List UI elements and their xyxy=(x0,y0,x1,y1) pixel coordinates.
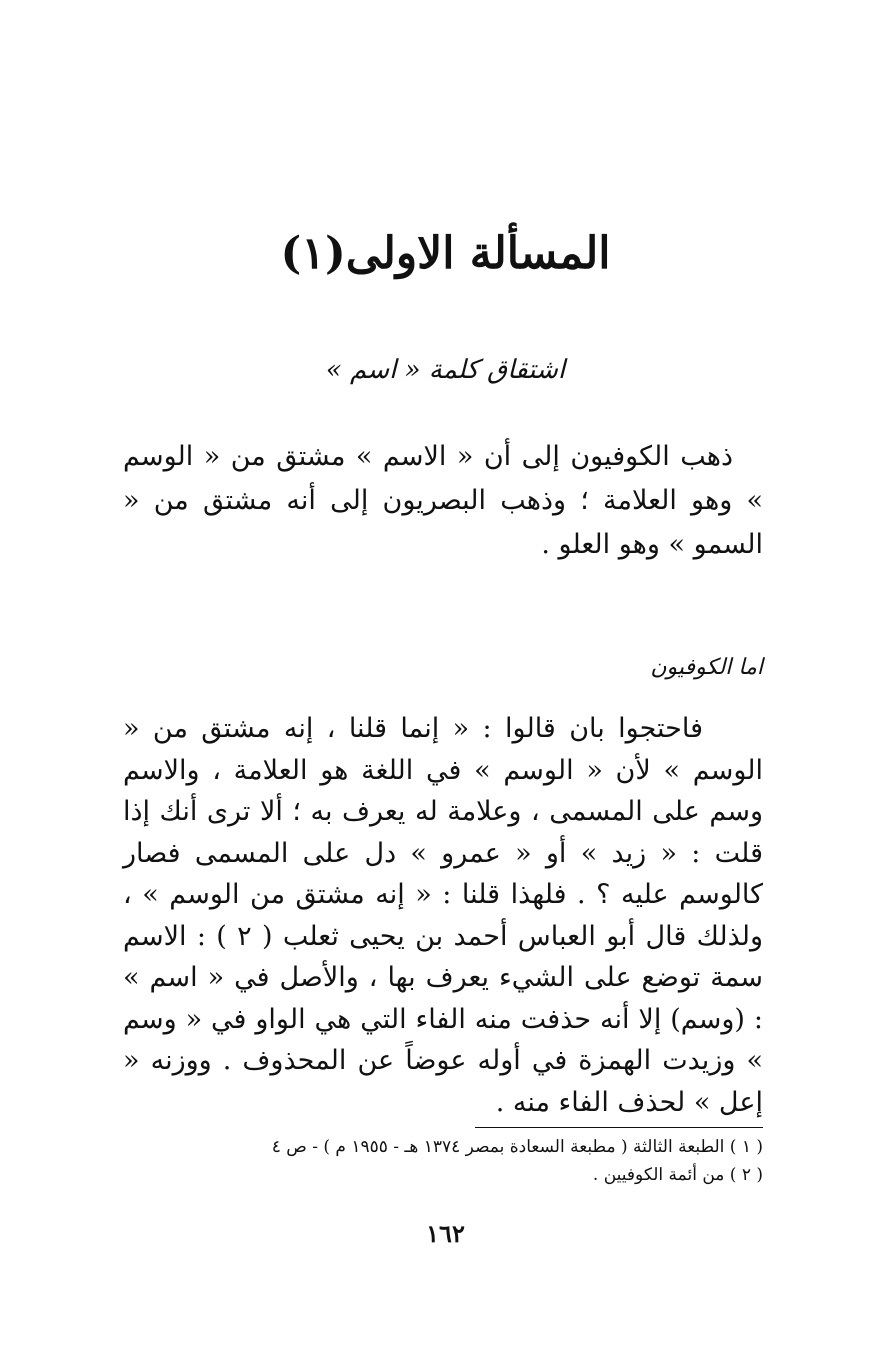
page-number: ١٦٢ xyxy=(426,1219,465,1248)
footnote-divider xyxy=(475,1127,763,1128)
section-heading: اما الكوفيون xyxy=(650,655,763,680)
footnotes xyxy=(123,1133,763,1189)
chapter-subtitle: اشتقاق كلمة « اسم » xyxy=(325,355,566,385)
footnote-1: ( ١ ) الطبعة الثالثة ( مطبعة السعادة بمصر ١٣٧٤ هـ - ١٩٥٥ م ) - ص ٤ xyxy=(271,1137,763,1157)
intro-paragraph: ذهب الكوفيون إلى أن « الاسم » مشتق من « الوسم » وهو العلامة ؛ وذهب البصريون إلى أنه مشتق من « السمو » وهو العلو . xyxy=(123,441,763,560)
chapter-title: المسألة الاولى(١) xyxy=(280,228,611,279)
body-paragraph: فاحتجوا بان قالوا : « إنما قلنا ، إنه مشتق من « الوسم » لأن « الوسم » في اللغة هو العلامة ، والاسم وسم على المسمى ، وعلامة له يعرف به ؛ ألا ترى أنك إذا قلت : « زيد » أو « عمرو » دل على المسمى فصار كالوسم عليه ؟ . فلهذا قلنا : « إنه مشتق من الوسم » ، ولذلك قال أبو العباس أحمد بن يحيى ثعلب ( ٢ ) : الاسم سمة توضع على الشيء يعرف بها ، والأصل في « اسم » : (وسم) إلا أنه حذفت منه الفاء التي هي الواو في « وسم » وزيدت الهمزة في أوله عوضاً عن المحذوف . ووزنه « إعل » لحذف الفاء منه . xyxy=(123,713,764,1118)
footnote-2: ( ٢ ) من أئمة الكوفيين . xyxy=(592,1165,763,1185)
